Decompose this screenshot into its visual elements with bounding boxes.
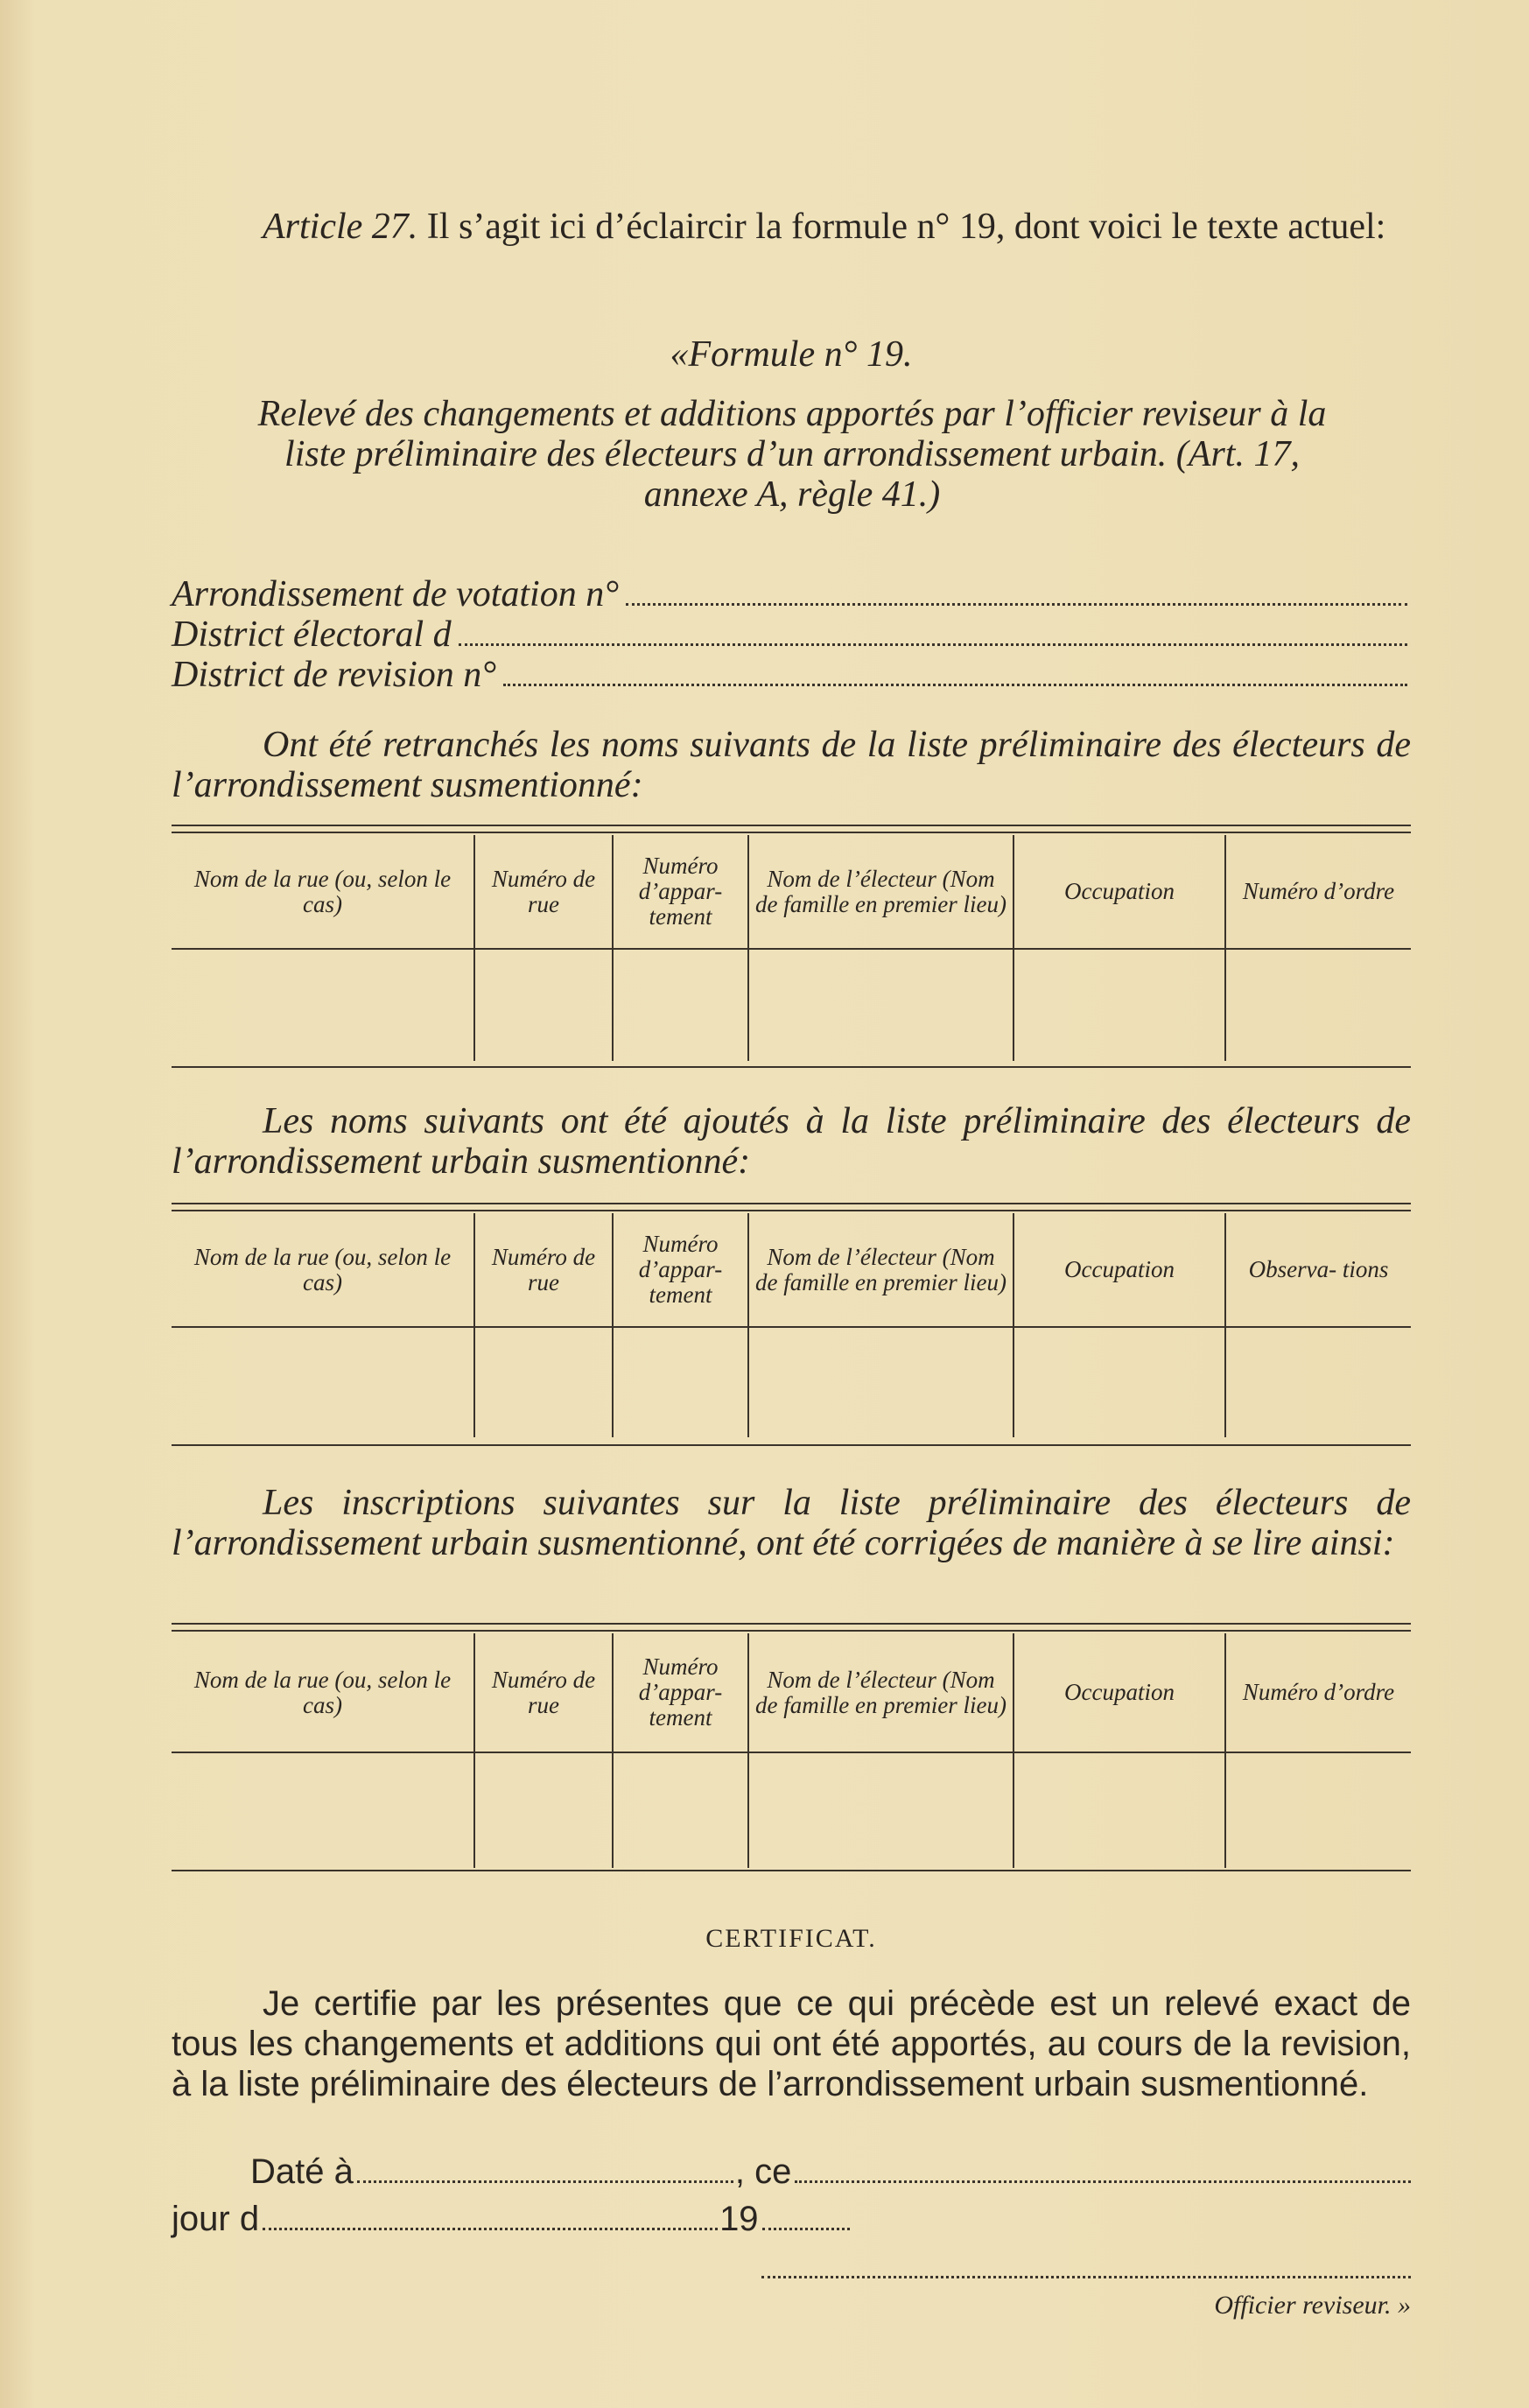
col-header-numero-rue: Numéro de rue (474, 835, 613, 949)
table2-bottom-rule (172, 1444, 1411, 1446)
col-header-occupation: Occupation (1013, 835, 1225, 949)
intro-paragraph (172, 207, 1411, 247)
certificate-text: Je certifie par les présentes que ce qui précède est un relevé exact de tous les changements et additions qui ont été apportés, au cours de la revision, à la liste préliminaire des électeurs de l’arrondissement urbain susmentionné. (172, 1984, 1411, 2103)
signature-label: Officier reviseur. » (1214, 2291, 1411, 2320)
header-fields (172, 574, 1411, 695)
table-added-names (172, 1213, 1411, 1437)
table3-top-rule (172, 1623, 1411, 1632)
section3-text: Les inscriptions suivantes sur la liste préliminaire des électeurs de l’arrondissement urbain susmentionné, ont été corrigées de manière à se lire ainsi: (172, 1483, 1411, 1563)
col-header-appartement: Numéro d’appar- tement (613, 1633, 748, 1752)
col-header-electeur: Nom de l’électeur (Nom de famille en premier lieu) (748, 835, 1013, 949)
ce-label: , ce (734, 2152, 792, 2191)
col-header-rue: Nom de la rue (ou, selon le cas) (172, 1633, 474, 1752)
section1-text: Ont été retranchés les noms suivants de la liste préliminaire des électeurs de l’arrondissement susmentionné: (172, 725, 1411, 805)
col-header-observations: Observa- tions (1225, 1213, 1411, 1327)
col-header-occupation: Occupation (1013, 1633, 1225, 1752)
certificate-heading: CERTIFICAT. (705, 1924, 877, 1953)
date-label: Daté à (250, 2152, 354, 2191)
table-deleted-names (172, 835, 1411, 1061)
dot-leader (459, 643, 1407, 646)
article-label: Article 27. (263, 207, 418, 247)
intro-text: Il s’agit ici d’éclaircir la formule n° 19, dont voici le texte actuel: (426, 207, 1386, 247)
col-header-appartement: Numéro d’appar- tement (613, 835, 748, 949)
col-header-rue: Nom de la rue (ou, selon le cas) (172, 1213, 474, 1327)
dot-leader (626, 603, 1407, 606)
col-header-rue: Nom de la rue (ou, selon le cas) (172, 835, 474, 949)
table3-bottom-rule (172, 1870, 1411, 1871)
field-arrondissement: Arrondissement de votation n° (172, 574, 1411, 614)
dot-leader (795, 2180, 1411, 2183)
col-header-numero-ordre: Numéro d’ordre (1225, 1633, 1411, 1752)
dot-leader (357, 2180, 733, 2183)
col-header-electeur: Nom de l’électeur (Nom de famille en premier lieu) (748, 1633, 1013, 1752)
col-header-electeur: Nom de l’électeur (Nom de famille en premier lieu) (748, 1213, 1013, 1327)
date-line (172, 2152, 1411, 2239)
field-district-revision: District de revision n° (172, 655, 1411, 695)
jour-label: jour d (172, 2200, 260, 2238)
table1-bottom-rule (172, 1066, 1411, 1068)
formule-title: «Formule n° 19. (670, 334, 913, 375)
section2-text: Les noms suivants ont été ajoutés à la liste préliminaire des électeurs de l’arrondissement urbain susmentionné: (172, 1101, 1411, 1182)
table1-top-rule (172, 825, 1411, 833)
year-label: 19 (719, 2200, 759, 2238)
col-header-occupation: Occupation (1013, 1213, 1225, 1327)
formule-subtitle: Relevé des changements et additions apportés par l’officier reviseur à la liste préliminaire des électeurs d’un arrondissement urbain. (Art. 17, annexe A, règle 41.) (257, 394, 1327, 515)
table2-top-rule (172, 1203, 1411, 1211)
col-header-appartement: Numéro d’appar- tement (613, 1213, 748, 1327)
signature-line (761, 2267, 1411, 2278)
dot-leader (503, 684, 1407, 686)
dot-leader (263, 2228, 718, 2230)
col-header-numero-ordre: Numéro d’ordre (1225, 835, 1411, 949)
field-district-electoral: District électoral d (172, 614, 1411, 655)
col-header-numero-rue: Numéro de rue (474, 1633, 613, 1752)
signature-block (761, 2267, 1411, 2320)
dot-leader (762, 2228, 850, 2230)
col-header-numero-rue: Numéro de rue (474, 1213, 613, 1327)
table-corrected-entries (172, 1633, 1411, 1868)
